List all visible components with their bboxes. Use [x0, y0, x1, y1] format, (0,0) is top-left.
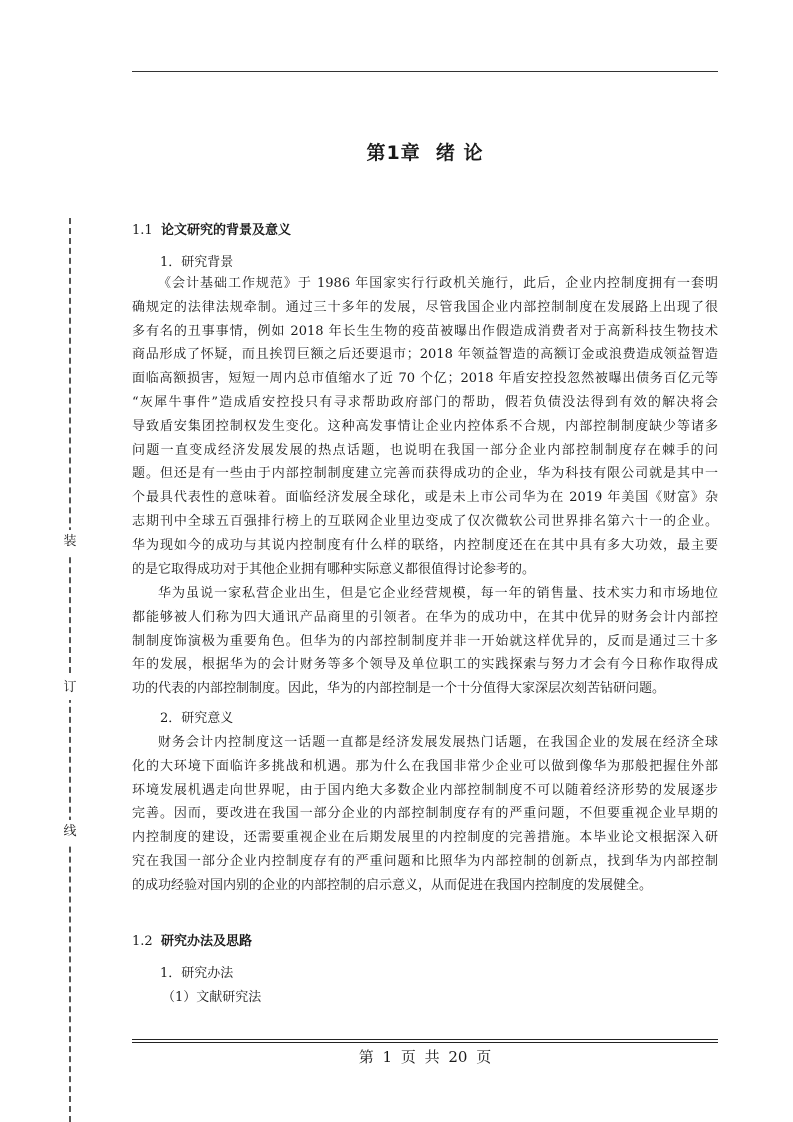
binding-mark-xian: 线: [61, 820, 79, 844]
text-line: “灰犀牛事件”造成盾安控投只有寻求帮助政府部门的帮助，假若负债没法得到有效的解决将会: [132, 394, 718, 410]
text-line: 商品形成了怀疑，而且挨罚巨额之后还要退市；2018 年领益智造的高额订金或浪费造成领益智造: [132, 347, 718, 363]
text-line: 面临高额损害，短短一周内总市值缩水了近 70 个亿；2018 年盾安控投忽然被曝出债务百亿元等: [132, 371, 718, 387]
text-line: 华为现如今的成功与其说内控制度有什么样的联络，内控制度还在在其中具有多大功效，最主要: [132, 537, 718, 553]
paragraph-huawei: [132, 582, 718, 701]
text-line: 究在我国一部分企业内控制度存有的严重问题和比照华为内部控制的创新点，找到华为内部控制: [132, 853, 718, 869]
section-title: 论文研究的背景及意义: [160, 223, 291, 238]
section-number: 1.2: [132, 934, 153, 949]
footer-rule-thin: [132, 1042, 718, 1043]
text-line: 环境发展机遇走向世界呢，由于国内绝大多数企业内部控制制度不可以随着经济形势的发展逐步: [132, 782, 718, 798]
text-line: 功的代表的内部控制制度。因此，华为的内部控制是一个十分值得大家深层次刻苦钻研问题。: [132, 681, 666, 697]
section-title: 研究办法及思路: [160, 934, 252, 949]
text-line: 华为虽说一家私营企业出生，但是它企业经营规模，每一年的销售量、技术实力和市场地位: [158, 586, 718, 601]
paragraph-significance: [132, 731, 718, 898]
paragraph-background: [132, 272, 718, 581]
binding-mark-zhuang: 装: [61, 530, 79, 554]
text-line: 问题一直变成经济发展发展的热点话题，也说明在我国一部分企业内部控制制度存在棘手的问: [132, 442, 718, 458]
chapter-title: 第1章 绪 论: [366, 142, 484, 164]
footer-rule: [132, 1039, 718, 1040]
text-line: 内控制度的建设，还需要重视企业在后期发展里的内控制度的完善措施。本毕业论文根据深入研: [132, 830, 718, 846]
text-line: 完善。因而，要改进在我国一部分企业的内部控制制度存有的严重问题，不但要重视企业早期的: [132, 806, 718, 822]
text-line: 年的发展，根据华为的会计财务等多个领导及单位职工的实践探索与努力才会有今日称作取得成: [132, 657, 718, 673]
subheading-research-background: 1．研究背景: [160, 255, 234, 270]
text-line: 确规定的法律法规牵制。通过三十多年的发展，尽管我国企业内部控制制度在发展路上出现了很: [132, 299, 718, 315]
binding-mark-ding: 订: [61, 676, 79, 700]
subheading-research-significance: 2．研究意义: [160, 711, 234, 726]
text-line: 志期刊中全球五百强排行榜上的互联网企业里边变成了仅次微软公司世界排名第六十一的企业。: [132, 513, 718, 529]
text-line: 《会计基础工作规范》于 1986 年国家实行行政机关施行，此后，企业内控制度拥有一套明: [158, 276, 718, 291]
subheading-literature-research: （1）文献研究法: [162, 990, 262, 1005]
text-line: 导致盾安集团控制权发生变化。这种高发事情让企业内控体系不合规，内部控制制度缺少等诸多: [132, 418, 718, 434]
section-number: 1.1: [132, 223, 153, 238]
header-rule: [132, 71, 718, 72]
subheading-research-methods: 1．研究办法: [160, 966, 234, 981]
text-line: 都能够被人们称为四大通讯产品商里的引领者。在华为的成功中，在其中优异的财务会计内部控: [132, 609, 718, 625]
page-number-footer: 第 1 页 共 20 页: [358, 1048, 492, 1066]
text-line: 制制度饰演极为重要角色。但华为的内部控制制度并非一开始就这样优异的，反而是通过三十多: [132, 633, 718, 649]
section-heading-1-1: [132, 222, 291, 240]
section-heading-1-2: [132, 933, 252, 951]
text-line: 多有名的丑事事情，例如 2018 年长生生物的疫苗被曝出作假造成消费者对于高新科技生物技术: [132, 323, 718, 339]
text-line: 的是它取得成功对于其他企业拥有哪种实际意义都很值得讨论参考的。: [132, 561, 536, 577]
text-line: 的成功经验对国内别的企业的内部控制的启示意义，从而促进在我国内控制度的发展健全。: [132, 877, 653, 893]
text-line: 题。但还是有一些由于内部控制制度建立完善而获得成功的企业，华为科技有限公司就是其中一: [132, 466, 718, 482]
text-line: 财务会计内控制度这一话题一直都是经济发展发展热门话题，在我国企业的发展在经济全球: [158, 735, 718, 750]
text-line: 个最具代表性的意味着。面临经济发展全球化，或是未上市公司华为在 2019 年美国《财富》杂: [132, 490, 718, 506]
binding-dashed-line: [69, 218, 71, 1122]
text-line: 化的大环境下面临许多挑战和机遇。那为什么在我国非常少企业可以做到像华为那般把握住外部: [132, 758, 718, 774]
